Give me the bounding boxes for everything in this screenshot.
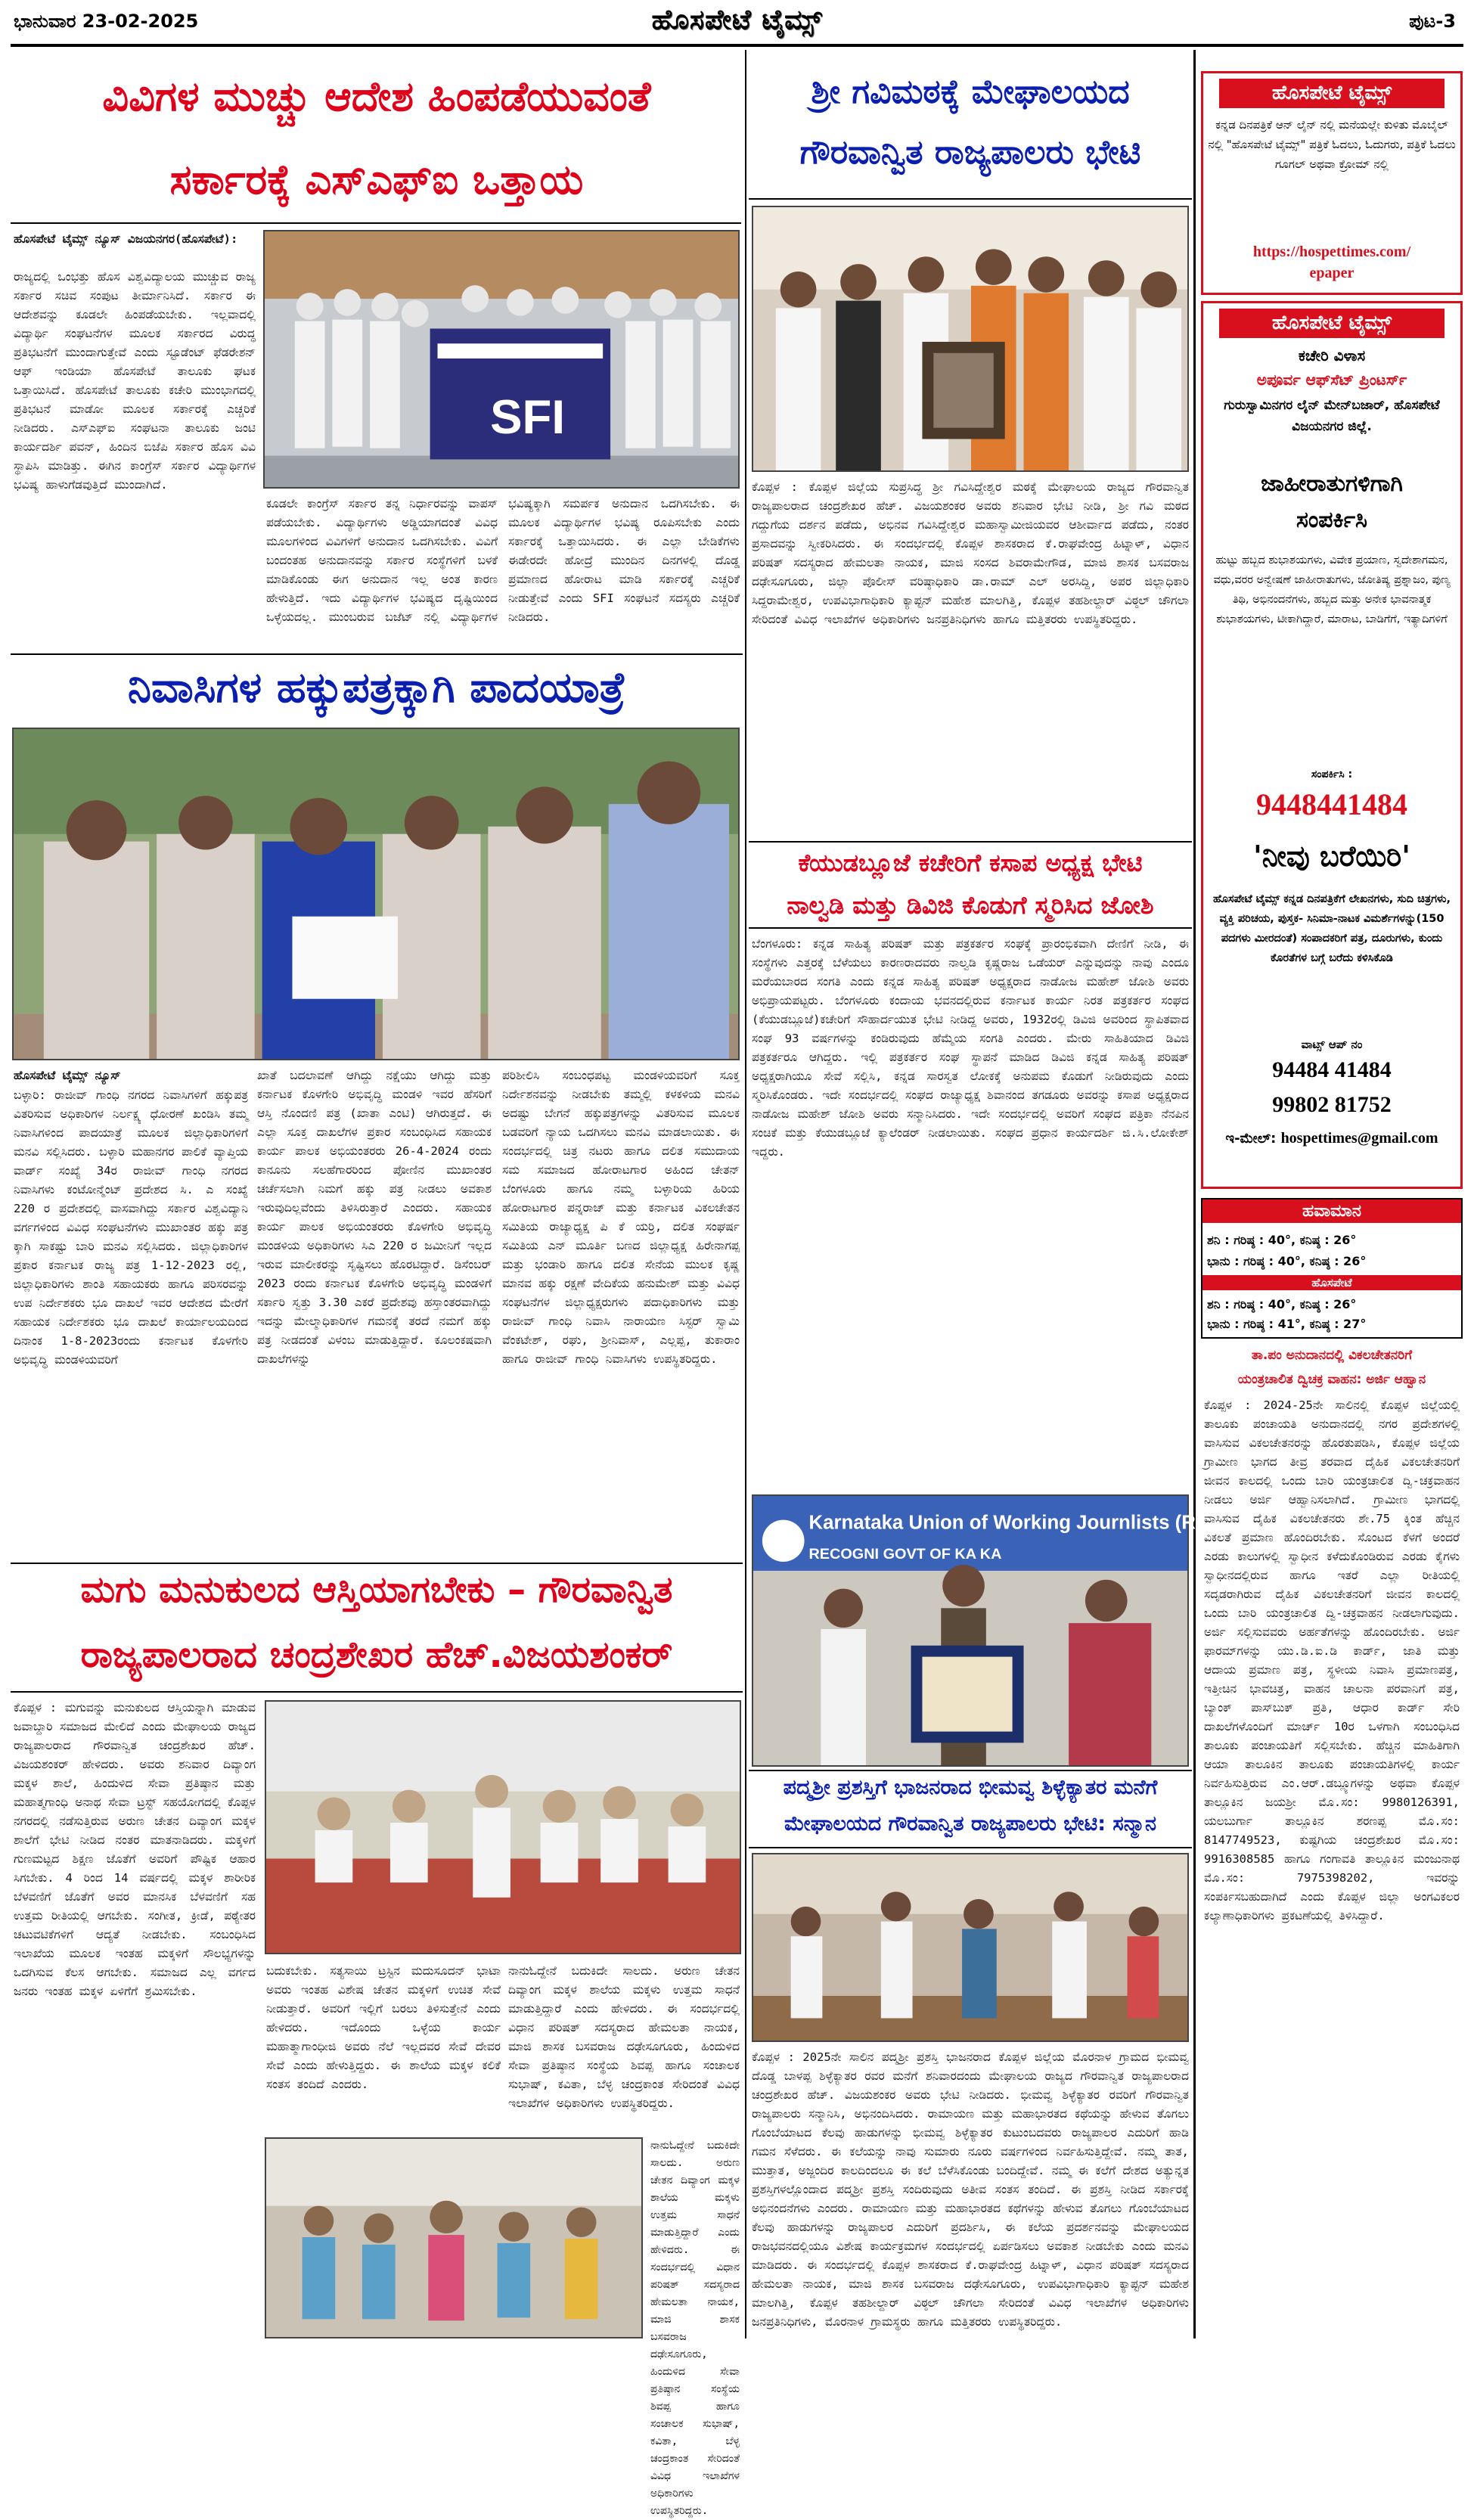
weather-day: ಶನಿ [1207, 1297, 1221, 1311]
sidebar-office-address: ಗುರುಸ್ವಾಮಿನಗರ ಲೈನ್ ಮೇನ್‌ಬಜಾರ್, ಹೊಸಪೇಟೆ ವಿಜಯನಗರ ಜಿಲ್ಲೆ. [1224, 398, 1440, 434]
article5-headline-line1: ಪದ್ಮಶ್ರೀ ಪ್ರಶಸ್ತಿಗೆ ಭಾಜನರಾದ ಭೀಮವ್ವ ಶಿಳ್ಳೆಕ್ಯಾತರ ಮನೆಗೆ [783, 1776, 1158, 1799]
article3-headline: ನಿವಾಸಿಗಳ ಹಕ್ಕುಪತ್ರಕ್ಕಾಗಿ ಪಾದಯಾತ್ರೆ [127, 663, 626, 712]
sidebar-ads-contact-2: ಸಂಪರ್ಕಿಸಿ : [1311, 768, 1353, 781]
article2-rule [749, 198, 1192, 200]
weather-title: ಹವಾಮಾನ [1202, 1199, 1461, 1223]
article1-dateline: ಹೊಸಪೇಟೆ ಟೈಮ್ಸ್ ನ್ಯೂಸ್ ವಿಜಯನಗರ(ಹೊಸಪೇಟೆ): [14, 232, 238, 246]
sidebar-whatsapp-label: ವಾಟ್ಸ್ ಆಪ್ ನಂ [1301, 1038, 1363, 1051]
sidebar-brand-banner-2: ಹೊಸಪೇಟೆ ಟೈಮ್ಸ್ [1219, 309, 1445, 338]
article6-body-col3-cont: ನಾನುಓದ್ದೇನೆ ಬದುಕಿದೇ ಸಾಲದು. ಅರುಣ ಚೇತನ ದಿವ್ಯಾಂಗ ಮಕ್ಕಳ ಶಾಲೆಯ ಮಕ್ಕಳು ಉತ್ತಮ ಸಾಧನೆ ಮಾಡುತ್ತಿದ್ದಾರೆ ಎಂದು ಹೇಳಿದರು. ಈ ಸಂದರ್ಭದಲ್ಲಿ ವಿಧಾನ ಪರಿಷತ್ ಸದಸ್ಯರಾದ ಹೇಮಲತಾ ನಾಯಕ, ಮಾಜಿ ಶಾಸಕ ಬಸವರಾಜ ದಢೇಸೂಗೂರು, ಹಿಂದುಳಿದ ಸೇವಾ ಪ್ರತಿಷ್ಠಾನ ಸಂಸ್ಥೆಯ ಶಿವಪ್ಪ ಹಾಗೂ ಸಂಚಾಲಕ ಸುಭಾಷ್, ಕವಿತಾ, ಬೆಳ್ಳ ಚಂದ್ರಕಾಂತ ಸೇರಿದಂತೆ ವಿವಿಧ ಇಲಾಖೆಗಳ ಅಧಿಕಾರಿಗಳು ಉಪಸ್ಥಿತರಿದ್ದರು. [650, 2140, 740, 2517]
column-divider-1 [745, 50, 746, 2338]
article2-headline-line2: ಗೌರವಾನ್ವಿತ ರಾಜ್ಯಪಾಲರು ಭೇಟಿ [799, 133, 1141, 172]
article6-photo-children [265, 2137, 643, 2338]
weather-values: : ಗರಿಷ್ಠ : 40°, ಕನಿಷ್ಠ : 26° [1224, 1297, 1357, 1311]
weather-row [1207, 1295, 1460, 1314]
article2-photo-felicitation [752, 206, 1189, 472]
article6-photo-school-meeting [265, 1700, 741, 1954]
article6-body-col2: ಬದುಕಬೇಕು. ಸತ್ಯಸಾಯಿ ಟ್ರಸ್ಟಿನ ಮದುಸೂದನ್ ಭಾಟಾ ಅವರು ಇಂತಹ ವಿಶೇಷ ಚೇತನ ಮಕ್ಕಳಿಗೆ ಉಚಿತ ಸೇವೆ ನೀಡುತ್ತಾರೆ. ಅವರಿಗೆ ಇಲ್ಲಿಗೆ ಬರಲು ತಿಳಿಸುತ್ತೇನೆ ಎಂದು ಹೇಳಿದರು. ಇದೊಂದು ಒಳ್ಳೆಯ ಕಾರ್ಯ ಮಹಾತ್ಮಾಗಾಂಧೀಜಿ ಅವರು ನೆಲೆ ಇಲ್ಲದವರ ಸೇವೆ ದೇವರ ಸೇವೆ ಎಂದು ಹೇಳುತ್ತಿದ್ದರು. ಈ ಶಾಲೆಯ ಮಕ್ಕಳ ಕಲಿಕೆ ಸಂತಸ ತಂದಿದೆ ಎಂದರು. [266, 1964, 501, 2091]
article3-bottom-rule [11, 1563, 743, 1564]
sidebar-email-label: ಇ-ಮೇಲ್: [1225, 1131, 1277, 1147]
article6-body-col1: ಕೊಪ್ಪಳ : ಮಗುವನ್ನು ಮನುಕುಲದ ಆಸ್ತಿಯನ್ನಾಗಿ ಮಾಡುವ ಜವಾಬ್ದಾರಿ ಸಮಾಜದ ಮೇಲಿದೆ ಎಂದು ಮೇಘಾಲಯ ರಾಜ್ಯದ ರಾಜ್ಯಪಾಲರಾದ ಗೌರವಾನ್ವಿತ ಚಂದ್ರಶೇಖರ ಹೆಚ್. ವಿಜಯಶಂಕರ್ ಹೇಳಿದರು. ಅವರು ಶನಿವಾರ ದಿವ್ಯಾಂಗ ಮಕ್ಕಳ ಶಾಲೆ, ಹಿಂದುಳಿದ ಸೇವಾ ಪ್ರತಿಷ್ಠಾನ ಮತ್ತು ಮಹಾತ್ಮಗಾಂಧಿ ಅನಾಥ ಸೇವಾ ಟ್ರಸ್ಟ್ ಸಹಯೋಗದಲ್ಲಿ ಕೊಪ್ಪಳ ನಗರದಲ್ಲಿ ನಡೆಸುತ್ತಿರುವ ಅರುಣ ಚೇತನ ದಿವ್ಯಾಂಗ ಮಕ್ಕಳ ಶಾಲೆಗೆ ಭೇಟಿ ನೀಡಿದ ನಂತರ ಮಾತನಾಡಿದರು. ಮಕ್ಕಳಿಗೆ ಗುಣಮಟ್ಟದ ಶಿಕ್ಷಣ ಜೊತೆಗೆ ಅವರಿಗೆ ಪೌಷ್ಟಿಕ ಆಹಾರ ಸಿಗಬೇಕು. 4 ರಿಂದ 14 ವರ್ಷದಲ್ಲಿ ಮಕ್ಕಳ ಶಾರೀರಿಕ ಬೆಳವಣಿಗೆ ಜೊತೆಗೆ ಅವರ ಮಾನಸಿಕ ಬೆಳವಣಿಗೆ ಸಹ ಉತ್ತಮ ರೀತಿಯಲ್ಲಿ ಆಗಬೇಕು. ಸಂಗೀತ, ಕ್ರೀಡೆ, ಪಠ್ಯೇತರ ಚಟುವಟಿಕೆಗಳಿಗೆ ಆದ್ಯತೆ ನೀಡಬೇಕು. ಸಂಬಂಧಿಸಿದ ಇಲಾಖೆಯ ಮೂಲಕ ಇಂತಹ ಮಕ್ಕಳಿಗೆ ಸೌಲಭ್ಯಗಳನ್ನು ಒದಗಿಸುವ ಕೆಲಸ ಆಗಬೇಕು. ಸಮಾಜದ ಎಲ್ಲ ವರ್ಗದ ಜನರು ಇಂತಹ ಮಕ್ಕಳ ಏಳಿಗೆಗೆ ಶ್ರಮಿಸಬೇಕು. [14, 1701, 256, 1998]
article5-headline-line2: ಮೇಘಾಲಯದ ಗೌರವಾನ್ವಿತ ರಾಜ್ಯಪಾಲರು ಭೇಟಿ: ಸನ್ಮಾನ [784, 1812, 1156, 1836]
sidebar-epaper-text: ಕನ್ನಡ ದಿನಪತ್ರಿಕೆ ಆನ್ ಲೈನ್ ನಲ್ಲಿ ಮನೆಯಲ್ಲೇ ಕುಳಿತು ಮೊಬೈಲ್ ನಲ್ಲಿ "ಹೊಸಪೇಟೆ ಟೈಮ್ಸ್" ಪತ್ರಿಕೆ ಓದಲು, ಓದುಗರು, ಪತ್ರಿಕೆ ಓದಲು ಗೂಗಲ್ ಅಥವಾ ಕ್ರೋಮ್ ನಲ್ಲಿ [1208, 118, 1456, 171]
column-divider-2 [1193, 50, 1196, 2338]
notice-body: ಕೊಪ್ಪಳ : 2024-25ನೇ ಸಾಲಿನಲ್ಲಿ ಕೊಪ್ಪಳ ಜಿಲ್ಲೆಯಲ್ಲಿ ತಾಲೂಕು ಪಂಚಾಯತಿ ಅನುದಾನದಲ್ಲಿ ನಗರ ಪ್ರದೇಶಗಳಲ್ಲಿ ವಾಸಿಸುವ ವಿಕಲಚೇತನರನ್ನು ಹೊರತುಪಡಿಸಿ, ಕೊಪ್ಪಳ ಜಿಲ್ಲೆಯ ಗ್ರಾಮೀಣ ಭಾಗದ ತೀವ್ರ ತರವಾದ ದೈಹಿಕ ವಿಕಲಚೇತನರಿಗೆ ಜೀವನ ಕಾಲದಲ್ಲಿ ಒಂದು ಬಾರಿ ಯಂತ್ರಚಾಲಿತ ದ್ವಿ-ಚಕ್ರವಾಹನ ನೀಡಲು ಅರ್ಜಿ ಆಹ್ವಾನಿಸಲಾಗಿದೆ. ಗ್ರಾಮೀಣ ಭಾಗದಲ್ಲಿ ವಾಸಿಸುವ ದೈಹಿಕ ವಿಕಲಚೇತನರು ಶೇ.75 ಕ್ಕಿಂತ ಹೆಚ್ಚಿನ ವಿಕಲತೆ ಪ್ರಮಾಣ ಹೊಂದಿರಬೇಕು. ಸೊಂಟದ ಕೆಳಗೆ ಅಂದರೆ ಎರಡು ಕಾಲುಗಳಲ್ಲಿ ಸ್ವಾಧೀನ ಕಳೆದುಕೊಂಡಿರುವ ಎರಡು ಕೈಗಳು ಸ್ವಾಧೀನದಲ್ಲಿರುವ ಹಾಗೂ ಇತರೆ ಎಲ್ಲಾ ರೀತಿಯಲ್ಲಿ ಸದೃಡರಾಗಿರುವ ದೈಹಿಕ ವಿಕಲಚೇತನರಿಗೆ ಜೀವನ ಕಾಲದಲ್ಲಿ ಒಂದು ಬಾರಿ ಯಂತ್ರಚಾಲಿತ ದ್ವಿ-ಚಕ್ರವಾಹನ ನೀಡಲಾಗುವುದು. ಅರ್ಜಿ ಸಲ್ಲಿಸುವವರು ಅರ್ಹತೆಗಳನ್ನು ಹೊಂದಿರಬೇಕು. ಅರ್ಜಿ ಫಾರಮ್‌ಗಳನ್ನು ಯು.ಡಿ.ಐ.ಡಿ ಕಾರ್ಡ್, ಜಾತಿ ಮತ್ತು ಆದಾಯ ಪ್ರಮಾಣ ಪತ್ರ, ಸ್ಥಳೀಯ ನಿವಾಸಿ ಪ್ರಮಾಣಪತ್ರ, ಇತ್ತೀಚಿನ ಭಾವಚಿತ್ರ, ವಾಹನ ಚಾಲನಾ ಪರವಾನಿಗೆ ಪತ್ರ, ಬ್ಯಾಂಕ್ ಪಾಸ್‌ಬುಕ್ ಪ್ರತಿ, ಆಧಾರ ಕಾರ್ಡ್ ಸೇರಿ ದಾಖಲೆಗಳೊಂದಿಗೆ ಮಾರ್ಚ್ 10ರ ಒಳಗಾಗಿ ಸಂಬಂಧಿಸಿದ ತಾಲೂಕು ಪಂಚಾಯತಿಗೆ ಸಲ್ಲಿಸಬೇಕು. ಹೆಚ್ಚಿನ ಮಾಹಿತಿಗಾಗಿ ಆಯಾ ತಾಲೂಕಿನ ತಾಲೂಕು ಪಂಚಾಯತಿಗಳಲ್ಲಿ ಕಾರ್ಯ ನಿರ್ವಹಿಸುತ್ತಿರುವ ಎಂ.ಆರ್.ಡಬ್ಲ್ಯೂಗಳನ್ನು ಅಥವಾ ಕೊಪ್ಪಳ ತಾಲ್ಲೂಕಿನ ಜಯಶ್ರೀ ಮೊ.ಸಂ: 9980126391, ಯಲಬುರ್ಗಾ ತಾಲ್ಲೂಕಿನ ಶರಣಪ್ಪ ಮೊ.ಸಂ: 8147749523, ಕುಷ್ಟಗಿಯ ಚಂದ್ರಶೇಖರ ಮೊ.ಸಂ: 9916308585 ಹಾಗೂ ಗಂಗಾವತಿ ತಾಲ್ಲೂಕಿನ ಮಂಜುನಾಥ ಮೊ.ಸಂ: 7975398202, ಇವರನ್ನು ಸಂಪರ್ಕಿಸಬಹುದಾಗಿದೆ ಎಂದು ಕೊಪ್ಪಳ ಜಿಲ್ಲಾ ಅಂಗವಿಕಲರ ಕಲ್ಯಾಣಾಧಿಕಾರಿಗಳು ಪ್ರಕಟಣೆಯಲ್ಲಿ ತಿಳಿಸಿದ್ದಾರೆ. [1204, 1398, 1460, 1923]
article6-headline-line2: ರಾಜ್ಯಪಾಲರಾದ ಚಂದ್ರಶೇಖರ ಹೆಚ್.ವಿಜಯಶಂಕರ್ [80, 1634, 673, 1676]
sidebar-ads-list: ಹುಟ್ಟು ಹಬ್ಬದ ಶುಭಾಶಯಗಳು, ವಿವೇಕ ಪ್ರಯಾಣ, ಸ್ವದೇಶಾಗಮನ, ವಧು,ವರರ ಅನ್ವೇಷಣೆ ಜಾಹೀರಾತುಗಳು, ಜೋತಿಷ್ಯ ಪ್ರಶ್ನಾಜಂ, ಪುಣ್ಯ ತಿಥಿ, ಅಭಿನಂದನೆಗಳು, ಹಬ್ಬದ ಮತ್ತು ಅನೇಕ ಭಾವನಾತ್ಮಕ ಶುಭಾಶಯಗಳು, ಟೀಕಾಗಿದ್ದಾರೆ, ಮಾರಾಟ, ಬಾಡಿಗೆಗೆ, ಇತ್ಯಾದಿಗಳಿಗೆ [1213, 554, 1451, 625]
article1-body-right: ಕೂಡಲೇ ಕಾಂಗ್ರೆಸ್ ಸರ್ಕಾರ ತನ್ನ ನಿರ್ಧಾರವನ್ನು ವಾಪಸ್ ಪಡೆಯಬೇಕು. ವಿದ್ಯಾರ್ಥಿಗಳು ಅಡ್ಡಿಯಾಗದಂತೆ ವಿವಿಧ ಮೂಲಗಳಿಂದ ವಿವಿಗಳಿಗೆ ಅನುದಾನ ಒದಗಿಸಬೇಕು. ವಿವಿಗೆ ಬಂದಂತಹ ಅನುದಾನವನ್ನು ಸರ್ಕಾರ ಸಂಸ್ಥೆಗಳಿಗೆ ಬಳಕೆ ಮಾಡಿಕೊಂಡು ಈಗ ಅನುದಾನ ಇಲ್ಲ ಅಂತ ಕಾರಣ ಹೇಳುತ್ತಿದೆ. ಇದು ವಿದ್ಯಾರ್ಥಿಗಳ ಭವಿಷ್ಯದ ದೃಷ್ಟಿಯಿಂದ ಒಳ್ಳೆಯದಲ್ಲ. ಮುಂಬರುವ ಬಜೆಟ್ ನಲ್ಲಿ ವಿದ್ಯಾರ್ಥಿಗಳ ಭವಿಷ್ಯಕ್ಕಾಗಿ ಸಮರ್ಪಕ ಅನುದಾನ ಒದಗಿಸಬೇಕು. ಈ ಮೂಲಕ ವಿದ್ಯಾರ್ಥಿಗಳ ಭವಿಷ್ಯ ರೂಪಿಸಬೇಕು ಎಂದು ಸರ್ಕಾರಕ್ಕೆ ಒತ್ತಾಯಿಸಿದರು. ಈ ಎಲ್ಲಾ ಬೇಡಿಕೆಗಳು ಈಡೇರದೇ ಹೋದ್ರೆ ಮುಂದಿನ ದಿನಗಳಲ್ಲಿ ದೊಡ್ಡ ಪ್ರಮಾಣದ ಹೋರಾಟ ಮಾಡಿ ಸರ್ಕಾರಕ್ಕೆ ಎಚ್ಚರಿಕೆ ನೀಡುತ್ತೇವೆ ಎಂದು SFI ಸಂಘಟನೆ ಸದಸ್ಯರು ಎಚ್ಚರಿಕೆ ನೀಡಿದರು. [266, 497, 740, 624]
article6-body-col3: ನಾನುಓದ್ದೇನೆ ಬದುಕಿದೇ ಸಾಲದು. ಅರುಣ ಚೇತನ ದಿವ್ಯಾಂಗ ಮಕ್ಕಳ ಶಾಲೆಯ ಮಕ್ಕಳು ಉತ್ತಮ ಸಾಧನೆ ಮಾಡುತ್ತಿದ್ದಾರೆ ಎಂದು ಹೇಳಿದರು. ಈ ಸಂದರ್ಭದಲ್ಲಿ ವಿಧಾನ ಪರಿಷತ್ ಸದಸ್ಯರಾದ ಹೇಮಲತಾ ನಾಯಕ, ಮಾಜಿ ಶಾಸಕ ಬಸವರಾಜ ದಢೇಸೂಗೂರು, ಹಿಂದುಳಿದ ಸೇವಾ ಪ್ರತಿಷ್ಠಾನ ಸಂಸ್ಥೆಯ ಶಿವಪ್ಪ ಹಾಗೂ ಸಂಚಾಲಕ ಸುಭಾಷ್, ಕವಿತಾ, ಬೆಳ್ಳ ಚಂದ್ರಕಾಂತ ಸೇರಿದಂತೆ ವಿವಿಧ ಇಲಾಖೆಗಳ ಅಧಿಕಾರಿಗಳು ಉಪಸ್ಥಿತರಿದ್ದರು. [508, 1964, 740, 2110]
article4-headline-line2: ನಾಲ್ವಡಿ ಮತ್ತು ಡಿವಿಜಿ ಕೊಡುಗೆ ಸ್ಮರಿಸಿದ ಜೋಶಿ [787, 891, 1154, 920]
sidebar-ads-contact: ಸಂಪರ್ಕಿಸಿ [1296, 507, 1367, 533]
article6-rule [11, 1691, 743, 1693]
sidebar-you-write: 'ನೀವು ಬರೆಯಿರಿ' [1253, 839, 1410, 873]
article2-headline-line1: ಶ್ರೀ ಗವಿಮಠಕ್ಕೆ ಮೇಘಾಲಯದ [811, 73, 1130, 111]
sidebar-brand-banner-1: ಹೊಸಪೇಟೆ ಟೈಮ್ಸ್ [1219, 79, 1445, 108]
article3-dateline: ಹೊಸಪೇಟೆ ಟೈಮ್ಸ್ ನ್ಯೂಸ್ [14, 1069, 121, 1082]
sidebar-office-label: ಕಚೇರಿ ವಿಳಾಸ [1298, 346, 1366, 365]
page-number: ಪುಟ-3 [1409, 11, 1456, 32]
article6-headline-line1: ಮಗು ಮನುಕುಲದ ಆಸ್ತಿಯಾಗಬೇಕು – ಗೌರವಾನ್ವಿತ [80, 1569, 673, 1611]
article5-body: ಕೊಪ್ಪಳ : 2025ನೇ ಸಾಲಿನ ಪದ್ಮಶ್ರೀ ಪ್ರಶಸ್ತಿ ಭಾಜನರಾದ ಕೊಪ್ಪಳ ಜಿಲ್ಲೆಯ ಮೊರನಾಳ ಗ್ರಾಮದ ಭೀಮವ್ವ ದೊಡ್ಡ ಬಾಳಪ್ಪ ಶಿಳ್ಳೆಕ್ಯಾತರ ರವರ ಮನೆಗೆ ಶನಿವಾರದಂದು ಮೇಘಾಲಯ ರಾಜ್ಯದ ಗೌರವಾನ್ವಿತ ರಾಜ್ಯಪಾಲರಾದ ಚಂದ್ರಶೇಖರ ಹೆಚ್. ವಿಜಯಶಂಕರ ಅವರು ಭೇಟಿ ನೀಡಿದರು. ಭೀಮವ್ವ ಶಿಳ್ಳೆಕ್ಯಾತರ ರವರಿಗೆ ಗೌರವಾನ್ವಿತ ರಾಜ್ಯಪಾಲರು ಸನ್ಮಾನಿಸಿ, ಅಭಿನಂದಿಸಿದರು. ರಾಮಾಯಣ ಮತ್ತು ಮಹಾಭಾರತದ ಕಥೆಯನ್ನು ಹೇಳುವ ತೊಗಲು ಗೊಂಬೆಯಾಟದ ಕೆಲವು ಹಾಡುಗಳನ್ನು ಭೀಮವ್ವ ಶಿಳ್ಳೆಕ್ಯಾತರ ಕುಟುಂಬದವರು ರಾಜ್ಯಪಾಲರ ಎದುರಿಗೆ ಹಾಡಿ ಗಮನ ಸೆಳೆದರು. ಈ ಕಲೆಯನ್ನು ನಾವು ಸುಮಾರು ನೂರು ವರ್ಷಗಳಿಂದ ನಿರ್ವಹಿಸುತ್ತಿದ್ದೇವೆ. ನಮ್ಮ ತಾತ, ಮುತ್ತಾತ, ಅಜ್ಜಂದಿರ ಕಾಲದಿಂದಲೂ ಈ ಕಲೆ ಬೆಳೆಸಿಕೊಂಡು ಬಂದಿದ್ದೇವೆ. ನಮ್ಮ ಈ ಕಲೆಗೆ ದೇಶದ ಅತ್ಯುನ್ನತ ಪ್ರಶಸ್ತಿಗಳಲ್ಲೊಂದಾದ ಪದ್ಮಶ್ರೀ ಪ್ರಶಸ್ತಿ ಸಂದಿರುವುದು ಅತೀವ ಸಂತಸ ತಂದಿದೆ. ಈ ಪ್ರಶಸ್ತಿ ನೀಡಿದ ಸರ್ಕಾರಕ್ಕೆ ಅಭಿನಂದನೆಗಳು ಎಂದರು. ರಾಮಾಯಣ ಮತ್ತು ಮಹಾಭಾರತದ ಕಥೆಗಳನ್ನು ಹೇಳುವ ತೊಗಲು ಗೊಂಬೆಯಾಟದ ಕೆಲವು ಹಾಡುಗಳನ್ನು ರಾಜ್ಯಪಾಲರ ಎದುರಿಗೆ ಪ್ರದರ್ಶಿಸಿ, ಈ ಕಲೆಯ ಪ್ರದರ್ಶನವನ್ನು ಮೇಘಾಲಯದ ರಾಜಭವನದಲ್ಲಿಯೂ ವಿಶೇಷ ಕಾರ್ಯಕ್ರಮಗಳ ಸಂದರ್ಭದಲ್ಲಿ ಏರ್ಪಡಿಸಲು ಅವಕಾಶ ನೀಡಬೇಕು ಎಂದು ಮನವಿ ಮಾಡಿದರು. ಈ ಸಂದರ್ಭದಲ್ಲಿ ಕೊಪ್ಪಳ ಶಾಸಕರಾದ ಕೆ.ರಾಘವೇಂದ್ರ ಹಿಟ್ನಾಳ್, ವಿಧಾನ ಪರಿಷತ್ ಸದಸ್ಯರಾದ ಹೇಮಲತಾ ನಾಯಕ, ಮಾಜಿ ಶಾಸಕ ಬಸವರಾಜ ದಢೇಸೂಗೂರು, ಉಪವಿಭಾಗಾಧಿಕಾರಿ ಕ್ಯಾಪ್ಟನ್ ಮಹೇಶ ಮಾಲಗಿತ್ತಿ, ಕೊಪ್ಪಳ ತಹಶೀಲ್ದಾರ್ ವಿಠ್ಠಲ್ ಚೌಗಲಾ ಸೇರಿದಂತೆ ವಿವಿಧ ಇಲಾಖೆಗಳ ಅಧಿಕಾರಿಗಳು ಜನಪ್ರತಿನಿಧಿಗಳು, ಮೊರನಾಳ ಗ್ರಾಮಸ್ಥರು ಹಾಗೂ ಮತ್ತಿತರರು ಉಪಸ್ಥಿತರಿದ್ದರು. [752, 2050, 1189, 2329]
sidebar-phone-big[interactable]: 9448441484 [1256, 787, 1407, 821]
article4-rule [749, 927, 1192, 929]
article1-photo-sfi-protest [263, 230, 740, 489]
masthead-title: ಹೊಸಪೇಟೆ ಟೈಮ್ಸ್ [651, 5, 823, 36]
weather-table-a [1207, 1230, 1460, 1272]
weather-day: ಭಾನು [1207, 1317, 1230, 1331]
weather-city: ಹೊಸಪೇಟೆ [1202, 1275, 1461, 1290]
weather-values: : ಗರಿಷ್ಠ : 41°, ಕನಿಷ್ಠ : 27° [1234, 1317, 1367, 1331]
weather-day: ಭಾನು [1207, 1254, 1230, 1268]
article1-headline-line2: ಸರ್ಕಾರಕ್ಕೆ ಎಸ್‌ಎಫ್‌ಐ ಒತ್ತಾಯ [169, 156, 584, 203]
sfi-banner-text: SFI [490, 390, 566, 444]
article3-photo-memorandum [12, 728, 740, 1060]
sidebar-email[interactable]: hospettimes@gmail.com [1280, 1130, 1438, 1147]
article1-body-left: ರಾಜ್ಯದಲ್ಲಿ ಒಂಭತ್ತು ಹೊಸ ವಿಶ್ವವಿದ್ಯಾಲಯ ಮುಚ್ಚುವ ರಾಜ್ಯ ಸರ್ಕಾರ ಸಚಿವ ಸಂಪುಟ ತೀರ್ಮಾನಿಸಿದೆ. ಸರ್ಕಾರ ಈ ಆದೇಶವನ್ನು ಕೂಡಲೇ ಹಿಂಪಡೆಯಬೇಕು. ಇಲ್ಲವಾದಲ್ಲಿ ವಿದ್ಯಾರ್ಥಿ ಸಂಘಟನೆಗಳ ಮೂಲಕ ಸರ್ಕಾರದ ವಿರುದ್ಧ ಪ್ರತಿಭಟನೆಗೆ ಮುಂದಾಗುತ್ತೇವೆ ಎಂದು ಸ್ಟೂಡೆಂಟ್ ಫೆಡರೇಶನ್ ಆಫ್ ಇಂಡಿಯಾ ಹೊಸಪೇಟೆ ತಾಲೂಕು ಘಟಕ ಒತ್ತಾಯಿಸಿದೆ. ಹೊಸಪೇಟೆ ತಾಲೂಕು ಕಚೇರಿ ಮುಂಭಾಗದಲ್ಲಿ ಪ್ರತಿಭಟನೆ ಮಾಡೋ ಮೂಲಕ ಸರ್ಕಾರಕ್ಕೆ ಎಚ್ಚರಿಕೆ ನೀಡಿದರು. ಎಸ್‌ಎಫ್‌ಐ ಸಂಘಟನಾ ತಾಲೂಕು ಜಂಟಿ ಕಾರ್ಯದರ್ಶಿ ಪವನ್, ಹಿಂದಿನ ಬಿಜೆಪಿ ಸರ್ಕಾರ ಹೊಸ ವಿವಿ ಸ್ಥಾಪಿಸಿ ಮಾಡಿತ್ತು. ಈಗಿನ ಕಾಂಗ್ರೆಸ್ ಸರ್ಕಾರ ವಿದ್ಯಾರ್ಥಿಗಳ ಭವಿಷ್ಯ ಹಾಳುಗೆಡವುತ್ತಿದೆ ಮುಂದಾಗಿದೆ. [14, 270, 256, 492]
article3-body-col1: ಬಳ್ಳಾರಿ: ರಾಜೀವ್ ಗಾಂಧಿ ನಗರದ ನಿವಾಸಿಗಳಿಗೆ ಹಕ್ಕುಪತ್ರ ವಿತರಿಸುವ ಅಧಿಕಾರಿಗಳ ನಿರ್ಲಕ್ಷ್ಯ ಧೋರಣೆ ಖಂಡಿಸಿ ತಮ್ಮ ನಿವಾಸಿಗಳಿಂದ ಪಾದಯಾತ್ರೆ ಮೂಲಕ ಜಿಲ್ಲಾಧಿಕಾರಿಗಳಿಗೆ ಮನವಿ ಸಲ್ಲಿಸಿದರು. ಬಳ್ಳಾರಿ ಮಹಾನಗರ ಪಾಲಿಕೆ ವ್ಯಾಪ್ತಿಯ ವಾರ್ಡ್ ಸಂಖ್ಯೆ 34ರ ರಾಜೀವ್ ಗಾಂಧಿ ನಗರದ ನಿವಾಸಿಗಳು ಕಂಟೋನ್ಮೆಂಟ್ ಪ್ರದೇಶದ ಸಿ. ಎ ಸಂಖ್ಯೆ 220 ರ ಪ್ರದೇಶದಲ್ಲಿ ವಾಸವಾಗಿದ್ದು ಸರ್ಕಾರ ವಿಶ್ವವಿದ್ಯಾನಿ ವರ್ಗಗಳಿಂದ ವಿವಿಧ ಸಂಘಟನೆಗಳು ಮುಖಾಂತರ ಹಕ್ಕು ಪತ್ರ ಕ್ಕಾಗಿ ಸಾಕಷ್ಟು ಬಾರಿ ಮನವಿ ಸಲ್ಲಿಸಿದರು. ಜಿಲ್ಲಾಧಿಕಾರಿಗಳ ಪ್ರಕಾರ ಕರ್ನಾಟಕ ರಾಜ್ಯ ಪತ್ರ 1-12-2023 ರಲ್ಲಿ, ಜಿಲ್ಲಾಧಿಕಾರಿಗಳು ಶಾಂತಿ ಸಹಾಯಕರು ಹಾಗೂ ಪರಿಸರವನ್ನು ಉಪ ನಿರ್ದೇಶಕರು ಭೂ ದಾಖಲೆ ಇವರ ಆದೇಶದ ಮೇರೆಗೆ ಸಹಾಯಕ ನಿರ್ದೇಶಕರು ಭೂ ದಾಖಲೆ ಕಾರ್ಯಾಲಯದಿಂದ ದಿನಾಂಕ 1-8-2023ರಂದು ಕರ್ನಾಟಕ ಕೊಳಗೇರಿ ಅಭಿವೃದ್ಧಿ ಮಂಡಳಿಯವರಿಗೆ [14, 1088, 248, 1367]
weather-table-b [1207, 1295, 1460, 1334]
article1-bottom-rule [11, 653, 743, 655]
article2-bottom-rule [749, 841, 1192, 843]
sidebar-epaper-word: epaper [1309, 265, 1355, 281]
article3-body-col2: ಖಾತೆ ಬದಲಾವಣೆ ಆಗಿದ್ದು ನಕ್ಷೆಯು ಆಗಿದ್ದು ಮತ್ತು ಕರ್ನಾಟಕ ಕೊಳಗೇರಿ ಅಭಿವೃದ್ಧಿ ಮಂಡಳಿ ಇವರ ಹೆಸರಿಗೆ ಆಸ್ತಿ ನೊಂದಣಿ ಪತ್ರ (ಖಾತಾ ಎಂಟಿ) ಆಗಿರುತ್ತದೆ. ಈ ಎಲ್ಲಾ ಸೂಕ್ತ ದಾಖಲೆಗಳ ಪ್ರಕಾರ ಸಂಬಂಧಿಸಿದ ಸಹಾಯಕ ಕಾರ್ಯ ಪಾಲಕ ಅಭಿಯಂತರರು 26-4-2024 ರಂದು ಕಾನೂನು ಸಲಹೆಗಾರರಿಂದ ಪೋಣಿನ ಮುಖಾಂತರ ಚರ್ಚೆಸಲಾಗಿ ನಿಮಗೆ ಹಕ್ಕು ಪತ್ರ ನೀಡಲು ಅವಕಾಶ ಇರುವುದಿಲ್ಲವೆಂದು ತಿಳಿಸಿರುತ್ತಾರೆ ಎಂದರು. ಸಹಾಯಕ ಕಾರ್ಯ ಪಾಲಕ ಅಭಿಯಂತರರು ಕೊಳಗೇರಿ ಅಭಿವೃದ್ಧಿ ಮಂಡಳಿಯ ಅಧಿಕಾರಿಗಳು ಸಿಎ 220 ರ ಜಮೀನಿಗೆ ಇಲ್ಲದ ಇರುವ ಮಾಲೀಕರನ್ನು ಸೃಷ್ಟಿಸಲು ಹೊರಟಿದ್ದಾರೆ. ಡಿಸೆಂಬರ್ 2023 ರಂದು ಕರ್ನಾಟಕ ಕೊಳಗೇರಿ ಅಭಿವೃದ್ಧಿ ಮಂಡಳಿಗೆ ಸರ್ಕಾರಿ ಸ್ವತ್ತು 3.30 ಎಕರೆ ಪ್ರದೇಶವು ಹಸ್ತಾಂತರವಾಗಿದ್ದು ಇದನ್ನು ಮೇಲ್ಮಾಧಿಕಾರಿಗಳ ಗಮನಕ್ಕೆ ತರದೆ ನಮಗೆ ಹಕ್ಕು ಪತ್ರ ನೀಡದಂತೆ ವಿಳಂಬ ಮಾಡುತ್ತಿದ್ದಾರೆ. ಕೂಲಂಕಷವಾಗಿ ದಾಖಲೆಗಳನ್ನು [257, 1069, 492, 1366]
sidebar-epaper-url[interactable]: https://hospettimes.com/ [1252, 244, 1411, 260]
weather-row [1207, 1230, 1460, 1251]
article5-photo-honour [752, 1853, 1189, 2042]
sidebar-office-name: ಅಪೂರ್ವ ಆಫ್‌ಸೆಟ್ ಪ್ರಿಂಟರ್ಸ್ [1256, 371, 1407, 389]
weather-row [1207, 1251, 1460, 1272]
sidebar-phone-2[interactable]: 99802 81752 [1272, 1092, 1392, 1117]
article2-body: ಕೊಪ್ಪಳ : ಕೊಪ್ಪಳ ಜಿಲ್ಲೆಯ ಸುಪ್ರಸಿದ್ಧ ಶ್ರೀ ಗವಿಸಿದ್ದೇಶ್ವರ ಮಠಕ್ಕೆ ಮೇಘಾಲಯ ರಾಜ್ಯದ ಗೌರವಾನ್ವಿತ ರಾಜ್ಯಪಾಲರಾದ ಚಂದ್ರಶೇಖರ ಹೆಚ್. ವಿಜಯಶಂಕರ ಅವರು ಶನಿವಾರ ಭೇಟಿ ನೀಡಿ, ಶ್ರೀ ಗವಿ ಮಠದ ಗದ್ದುಗೆಯ ದರ್ಶನ ಪಡೆದು, ಅಭಿನವ ಗವಿಸಿದ್ದೇಶ್ವರ ಮಹಾಸ್ವಾಮೀಜಿಯವರ ಆಶೀರ್ವಾದ ಪಡೆದು, ನಂತರ ಪ್ರಸಾದವನ್ನು ಸ್ವೀಕರಿಸಿದರು. ಈ ಸಂದರ್ಭದಲ್ಲಿ ಕೊಪ್ಪಳ ಶಾಸಕರಾದ ಕೆ.ರಾಘವೇಂದ್ರ ಹಿಟ್ನಾಳ್, ವಿಧಾನ ಪರಿಷತ್ ಸದಸ್ಯರಾದ ಹೇಮಲತಾ ನಾಯಕ, ಮಾಜಿ ಸಂಸದ ಶಿವರಾಮೇಗೌಡ, ಮಾಜಿ ಶಾಸಕ ಬಸವರಾಜ ದಢೇಸೂಗೂರು, ಜಿಲ್ಲಾ ಪೊಲೀಸ್ ವರಿಷ್ಠಾಧಿಕಾರಿ ಡಾ.ರಾಮ್ ಎಲ್ ಅರಸಿದ್ದಿ, ಅಪರ ಜಿಲ್ಲಾಧಿಕಾರಿ ಸಿದ್ದರಾಮೇಶ್ವರ, ಉಪವಿಭಾಗಾಧಿಕಾರಿ ಕ್ಯಾಪ್ಟನ್ ಮಹೇಶ ಮಾಲಗಿತ್ತಿ, ಕೊಪ್ಪಳ ತಹಶೀಲ್ದಾರ್ ವಿಠ್ಠಲ್ ಚೌಗಲಾ ಸೇರಿದಂತೆ ವಿವಿಧ ಇಲಾಖೆಗಳ ಅಧಿಕಾರಿಗಳು ಜನಪ್ರತಿನಿಧಿಗಳು ಹಾಗೂ ಮತ್ತಿತರರು ಉಪಸ್ಥಿತರಿದ್ದರು. [752, 480, 1189, 626]
weather-values: : ಗರಿಷ್ಠ : 40°, ಕನಿಷ್ಠ : 26° [1224, 1233, 1357, 1247]
article4-photo-kuwj [752, 1494, 1218, 1767]
article4-body: ಬೆಂಗಳೂರು: ಕನ್ನಡ ಸಾಹಿತ್ಯ ಪರಿಷತ್ ಮತ್ತು ಪತ್ರಕರ್ತರ ಸಂಘಕ್ಕೆ ಪ್ರಾರಂಭಿಕವಾಗಿ ದೇಣಿಗೆ ನೀಡಿ, ಈ ಸಂಸ್ಥೆಗಳು ಎತ್ತರಕ್ಕೆ ಬೆಳೆಯಲು ಕಾರಣರಾದವರು ನಾಲ್ವಡಿ ಕೃಷ್ಣರಾಜ ಒಡೆಯರ್ ಎನ್ನುವುದನ್ನು ನಾವು ಎಂದೂ ಮರೆಯಬಾರದ ಸಂಗತಿ ಎಂದು ಕನ್ನಡ ಸಾಹಿತ್ಯ ಪರಿಷತ್ ಅಧ್ಯಕ್ಷರಾದ ನಾಡೋಜ ಮಹೇಶ್ ಜೋಶಿ ಅವರು ಅಭಿಪ್ರಾಯಪಟ್ಟರು. ಬೆಂಗಳೂರು ಕಂದಾಯ ಭವನದಲ್ಲಿರುವ ಕರ್ನಾಟಕ ಕಾರ್ಯ ನಿರತ ಪತ್ರಕರ್ತರ ಸಂಘದ (ಕೆಯುಡಬ್ಲೂಜೆ)ಕಚೇರಿಗೆ ಸೌಹಾರ್ದಯುತ ಭೇಟಿ ನೀಡಿದ್ದ ಅವರು, 1932ರಲ್ಲಿ ಡಿವಿಜಿ ಅವರಿಂದ ಸ್ಥಾಪಿತವಾದ ಸಂಘ 93 ವರ್ಷಗಳನ್ನು ಕಂಡಿರುವುದು ಹೆಮ್ಮೆಯ ಸಂಗತಿ ಎಂದರು. ಮೇರು ಸಾಹಿತಿಯಾದ ಡಿವಿಜಿ ಪತ್ರಕರ್ತರೂ ಆಗಿದ್ದರು. ಇಲ್ಲಿ ಪತ್ರಕರ್ತರ ಸಂಘ ಸ್ಥಾಪನೆ ಮಾಡಿದ ಡಿವಿಜಿ ಕನ್ನಡ ಸಾಹಿತ್ಯ ಪರಿಷತ್ ಅಧ್ಯಕ್ಷರಾಗಿಯೂ ಸೇವೆ ಸಲ್ಲಿಸಿ, ಕನ್ನಡ ಸಾರಸ್ವತ ಲೋಕಕ್ಕೆ ಅನುಪಮ ಕೊಡುಗೆ ನೀಡಿರುವುದು ಎಂದು ಸ್ಮರಿಸಿಕೊಂಡರು. ಇದೇ ಸಂದರ್ಭದಲ್ಲಿ ಸಂಘದ ರಾಜ್ಯಾಧ್ಯಕ್ಷ ಶಿವಾನಂದ ತಗಡೂರು ಅವರನ್ನು ಕಸಾಪ ಅಧ್ಯಕ್ಷರಾದ ನಾಡೋಜ ಮಹೇಶ್ ಜೋಶಿ ಅವರು ಸನ್ಮಾನಿಸಿದರು. ಇದೇ ಸಂದರ್ಭದಲ್ಲಿ ಅವರಿಗೆ ಸಂಘದ ಪತ್ರಿಕಾ ನೆನಪಿನ ಸಂಚಿಕೆ ಮತ್ತು ಕೆಯುಡಬ್ಲೂಜೆ ಕ್ಯಾಲೆಂಡರ್ ನೀಡಲಾಯಿತು. ಸಂಘದ ಪ್ರಧಾನ ಕಾರ್ಯದರ್ಶಿ ಜಿ.ಸಿ.ಲೋಕೇಶ್ ಇದ್ದರು. [752, 937, 1189, 1159]
issue-date: ಭಾನುವಾರ 23-02-2025 [14, 11, 199, 32]
notice-title: ತಾ.ಪಂ ಅನುದಾನದಲ್ಲಿ ವಿಕಲಚೇತನರಿಗೆ [1251, 1348, 1413, 1363]
sidebar-phone-1[interactable]: 94484 41484 [1272, 1057, 1392, 1082]
weather-day: ಶನಿ [1207, 1233, 1221, 1247]
kuwj-banner-title: Karnataka Union of Working Journlists (Reg [808, 1512, 1218, 1534]
article4-bottom-rule [749, 1770, 1192, 1771]
article4-headline-line1: ಕೆಯುಡಬ್ಲೂಜೆ ಕಚೇರಿಗೆ ಕಸಾಪ ಅಧ್ಯಕ್ಷ ಭೇಟಿ [798, 849, 1143, 877]
sidebar-email-row [1207, 1130, 1457, 1147]
article5-rule [749, 1847, 1192, 1848]
weather-values: : ಗರಿಷ್ಠ : 40°, ಕನಿಷ್ಠ : 26° [1234, 1254, 1367, 1268]
article1-headline-line1: ವಿವಿಗಳ ಮುಚ್ಚು ಆದೇಶ ಹಿಂಪಡೆಯುವಂತೆ [102, 73, 651, 120]
masthead-rule [11, 44, 1463, 47]
sidebar-write-text: ಹೊಸಪೇಟೆ ಟೈಮ್ಸ್ ಕನ್ನಡ ದಿನಪತ್ರಿಕೆಗೆ ಲೇಖನಗಳು, ಸುದಿ ಚಿತ್ರಗಳು, ವ್ಯಕ್ತಿ ಪರಿಚಯ, ಪುಸ್ತಕ- ಸಿನಿಮಾ-ನಾಟಕ ವಿಮರ್ಶೆಗಳನ್ನು(150 ಪದಗಳು ಮೀರದಂತೆ) ಸಂಪಾದಕರಿಗೆ ಪತ್ರ, ದೂರುಗಳು, ಕುಂದು ಕೊರತೆಗಳ ಬಗ್ಗೆ ಬರೆದು ಕಳಿಸಿಕೊಡಿ [1213, 893, 1451, 964]
notice-subtitle: ಯಂತ್ರಚಾಲಿತ ದ್ವಿಚಕ್ರ ವಾಹನ: ಅರ್ಜಿ ಆಹ್ವಾನ [1237, 1372, 1426, 1387]
article3-body-col3: ಪರಿಶೀಲಿಸಿ ಸಂಬಂಧಪಟ್ಟ ಮಂಡಳಿಯವರಿಗೆ ಸೂಕ್ತ ನಿರ್ದೇಶನವನ್ನು ನೀಡಬೇಕು ತಮ್ಮಲ್ಲಿ ಕಳಕಳಿಯ ಮನವಿ ಅದಷ್ಟು ಬೇಗನೆ ಹಕ್ಕುಪತ್ರಗಳನ್ನು ವಿತರಿಸುವ ಮೂಲಕ ಬಡವರಿಗೆ ನ್ಯಾಯ ಒದಗಿಸಲು ಮನವಿ ಮಾಡಲಾಯಿತು. ಈ ಸಂದರ್ಭದಲ್ಲಿ ಚಿತ್ರ ನಟರು ಹಾಗೂ ದಲಿತ ಸಮುದಾಯ ಸಮ ಸಮಾಜದ ಹೋರಾಟಗಾರ ಅಹಿಂದ ಚೇತನ್ ಬೆಂಗಳೂರು ಹಾಗೂ ನಮ್ಮ ಬಳ್ಳಾರಿಯ ಹಿರಿಯ ಹೋರಾಟಗಾರ ಪನ್ನರಾಜ್ ಮತ್ತು ಕರ್ನಾಟಕ ವಿಕಲಚೇತನ ಸಮಿತಿಯ ರಾಜ್ಯಾಧ್ಯಕ್ಷ ಪಿ ಕೆ ಯರ್ರಿ, ದಲಿತ ಸಂಘರ್ಷ ಸಮಿತಿಯ ಎನ್ ಮೂರ್ತಿ ಬಣದ ಜಿಲ್ಲಾಧ್ಯಕ್ಷ ಹಿರೇನಾಗಪ್ಪ ಮತ್ತು ಭಂಡಾರಿ ಹಾಗೂ ದಲಿತ ಸೇನೆಯ ಮುಲಕ ಕೃಷ್ಣ ಮಾನವ ಹಕ್ಕು ರಕ್ಷಣೆ ವೇದಿಕೆಯ ಹನುಮೇಶ್ ಮತ್ತು ವಿವಿಧ ಸಂಘಟನೆಗಳ ಜಿಲ್ಲಾಧ್ಯಕ್ಷರುಗಳು ಪದಾಧಿಕಾರಿಗಳು ಮತ್ತು ರಾಜೀವ್ ಗಾಂಧಿ ನಿವಾಸಿ ನಾರಾಯಣ ಸಿಸ್ಟರ್ ಸ್ವಾಮಿ ವೆಂಕಟೇಶ್, ರಘು, ಶ್ರೀನಿವಾಸ್, ಎಲ್ಲಪ್ಪ, ತುಕಾರಾಂ ಹಾಗೂ ರಾಜೀವ್ ಗಾಂಧಿ ನಿವಾಸಿಗಳು ಉಪಸ್ಥಿತರಿದ್ದರು. [502, 1069, 740, 1366]
article1-rule [11, 222, 741, 224]
weather-row [1207, 1314, 1460, 1334]
sidebar-ads-title: ಜಾಹೀರಾತುಗಳಿಗಾಗಿ [1261, 470, 1403, 497]
kuwj-banner-sub: RECOGNI GOVT OF KA KA [808, 1546, 1002, 1563]
